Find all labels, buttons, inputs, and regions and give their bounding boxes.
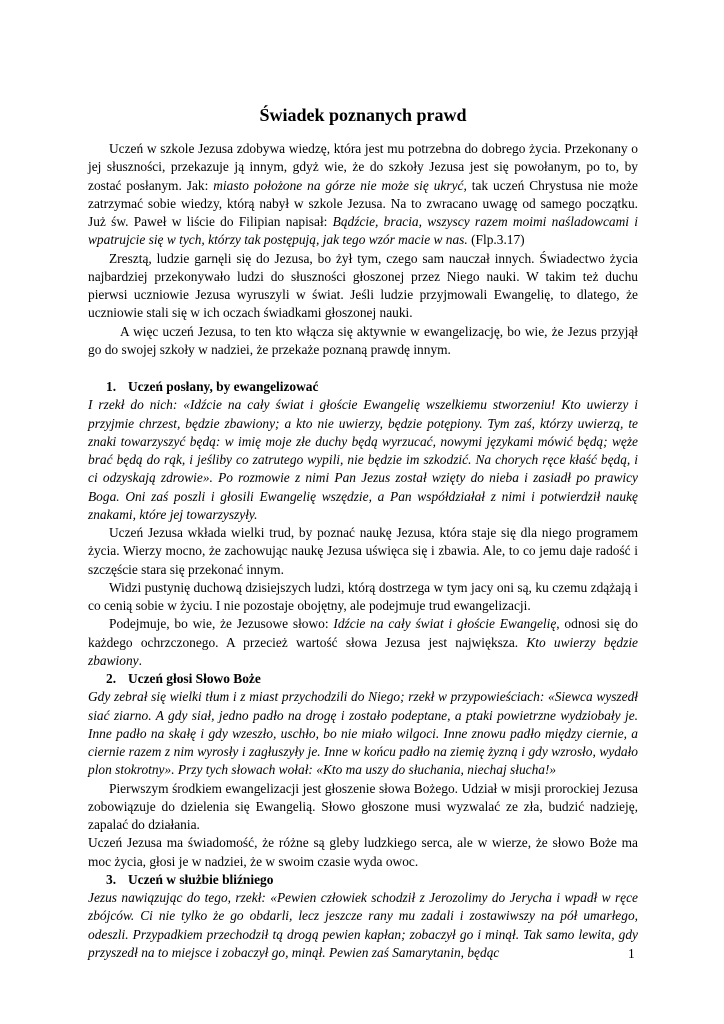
intro-paragraph bbox=[88, 140, 638, 250]
section-paragraph bbox=[88, 396, 638, 524]
sections-container bbox=[88, 378, 638, 962]
section-title: Uczeń posłany, by ewangelizować bbox=[128, 379, 319, 394]
spacer bbox=[88, 359, 638, 378]
section-paragraph bbox=[88, 579, 638, 616]
section-number: 1. bbox=[106, 379, 117, 394]
intro-paragraph bbox=[88, 323, 638, 360]
section-paragraph bbox=[88, 834, 638, 871]
section-paragraph bbox=[88, 688, 638, 779]
section-title: Uczeń głosi Słowo Boże bbox=[128, 671, 261, 686]
italic-text: Jezus nawiązując do tego, rzekł: «Pewien człowiek schodził z Jerozolimy do Jerycha i wpadł w ręce zbójców. Ci nie tylko że go obdarli, lecz jeszcze rany mu zadali i zostawiwszy na pół umarłego, odeszli. Przypadkiem przechodził tą drogą pewien kapłan; zobaczył go i minął. Tak samo lewita, gdy przyszedł na to miejsce i zobaczył go, minął. Pewien zaś Samarytanin, będąc bbox=[88, 890, 638, 960]
text-run: A więc uczeń Jezusa, to ten kto włącza się aktywnie w ewangelizację, bo wie, że Jezus przyjął go do swojej szkoły w nadziei, że przekaże poznaną prawdę innym. bbox=[88, 323, 638, 357]
text-run: , odnosi się do każdego ochrzczonego. A przecież wartość słowa Jezusa jest największa. bbox=[88, 616, 638, 650]
intro-paragraph bbox=[88, 250, 638, 323]
text-run: Zresztą, ludzie garnęli się do Jezusa, bo żył tym, czego sam nauczał innych. Świadectwo życia najbardziej przekonywało ludzi do słuszności głoszonej przez Niego nauki. W takim też duchu pierwsi uczniowie Jezusa wyruszyli w świat. Jeśli ludzie przyjmowali Ewangelię, to dlatego, że uczniowie stali się w ich oczach świadkami głoszonej nauki. bbox=[88, 250, 638, 321]
text-run: Uczeń Jezusa wkłada wielki trud, by poznać naukę Jezusa, która staje się dla niego programem życia. Wierzy mocno, że zachowując naukę Jezusa uświęca się i zbawia. Ale, to co jemu daje radość i szczęście stara się przekonać innym. bbox=[88, 525, 638, 577]
text-run: . bbox=[138, 652, 142, 668]
section-paragraph bbox=[88, 889, 638, 962]
section-heading bbox=[88, 871, 638, 889]
text-run: tak uczeń Chrystusa nie może zatrzymać sobie wiedzy, którą nabył w szkole Jezusa. Na to zwracano uwagę od samego początku. Już św. Paweł w liście do Filipian napisał: bbox=[88, 177, 638, 229]
document-page bbox=[88, 104, 638, 962]
page-title: Świadek poznanych prawd bbox=[259, 105, 467, 125]
intro-section bbox=[88, 140, 638, 359]
text-run: Pierwszym środkiem ewangelizacji jest głoszenie słowa Bożego. Udział w misji prorockiej Jezusa zobowiązuje do dzielenia się Ewangelią. Słowo głoszone musi wyzwalać ze zła, budzić nadzieję, zapalać do działania. bbox=[88, 780, 638, 832]
section-heading bbox=[88, 670, 638, 688]
text-run: Uczeń Jezusa ma świadomość, że różne są gleby ludzkiego serca, ale w wierze, że słowo Boże ma moc życia, głosi je w nadziei, że w swoim czasie wyda owoc. bbox=[88, 835, 638, 869]
text-run: Podejmuje, bo wie, że Jezusowe słowo: bbox=[109, 616, 334, 632]
italic-text: miasto położone na górze nie może się ukryć, bbox=[213, 177, 467, 193]
italic-text: I rzekł do nich: «Idźcie na cały świat i głoście Ewangelię wszelkiemu stworzeniu! Kto uwierzy i przyjmie chrzest, będzie zbawiony; a kto nie uwierzy, będzie potępiony. Tym zaś, którzy uwierzą, te znaki towarzyszyć będą: w imię moje złe duchy będą wyrzucać, nowymi językami mówić będą; węże brać będą do rąk, i jeśliby co zatrutego wypili, nie będzie im szkodzić. Na chorych ręce kłaść będą, i ci odzyskają zdrowie». Po rozmowie z nimi Pan Jezus został wzięty do nieba i zasiadł po prawicy Boga. Oni zaś poszli i głosili Ewangelię wszędzie, a Pan współdziałał z nimi i potwierdził naukę znakami, które jej towarzyszyły. bbox=[88, 397, 638, 522]
italic-text: Bądźcie, bracia, wszyscy razem moimi naśladowcami i wpatrujcie się w tych, którzy tak postępują, jak tego wzór macie w nas. bbox=[88, 214, 638, 248]
section-number: 2. bbox=[106, 671, 117, 686]
italic-text: Gdy zebrał się wielki tłum i z miast przychodzili do Niego; rzekł w przypowieściach: «Siewca wyszedł siać ziarno. A gdy siał, jedno padło na drogę i zostało podeptane, a ptaki powietrzne wydziobały je. Inne padło na skałę i gdy wzeszło, uschło, bo nie miało wilgoci. Inne znowu padło między ciernie, a ciernie razem z nim wyrosły i zagłuszyły je. Inne w końcu padło na ziemię żyzną i gdy wzrosło, wydało plon stokrotny». Przy tych słowach wołał: «Kto ma uszy do słuchania, niechaj słucha!» bbox=[88, 689, 638, 778]
italic-text: Kto uwierzy będzie zbawiony bbox=[88, 634, 638, 668]
section-paragraph bbox=[88, 524, 638, 579]
section-title: Uczeń w służbie bliźniego bbox=[128, 871, 274, 887]
text-run: (Flp.3.17) bbox=[467, 232, 525, 248]
section-number: 3. bbox=[106, 871, 117, 887]
italic-text: Idźcie na cały świat i głoście Ewangelię bbox=[333, 616, 557, 632]
section-heading bbox=[88, 378, 638, 396]
section-paragraph bbox=[88, 615, 638, 670]
page-number: 1 bbox=[628, 946, 635, 961]
section-paragraph bbox=[88, 780, 638, 835]
text-run: Uczeń w szkole Jezusa zdobywa wiedzę, która jest mu potrzebna do dobrego życia. Przekonany o jej słuszności, przekazuje ją innym, gdyż wie, że do szkoły Jezusa jest się powołanym, po to, by zostać posłanym. Jak: bbox=[88, 141, 638, 193]
text-run: Widzi pustynię duchową dzisiejszych ludzi, którą dostrzega w tym jacy oni są, ku czemu zdążają i co cenią sobie w życiu. I nie pozostaje obojętny, ale podejmuje trud ewangelizacji. bbox=[88, 579, 638, 613]
